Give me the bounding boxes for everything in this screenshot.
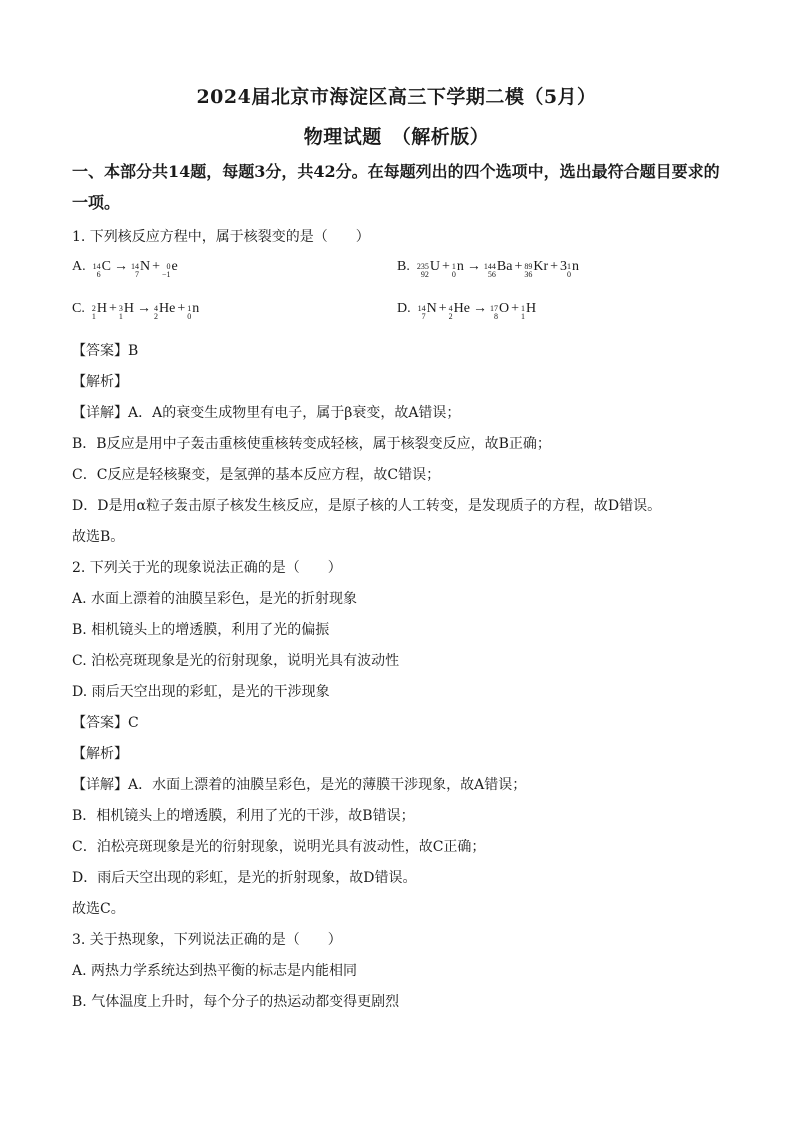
q1-option-a-label: A. — [72, 259, 86, 274]
q1-option-c — [72, 301, 199, 322]
d3-z: 8 — [493, 312, 498, 321]
q1-option-d — [397, 301, 536, 322]
nuclide-c3 — [154, 301, 175, 322]
q1-option-b — [397, 259, 579, 280]
document-subtitle: 物理试题 （解析版） — [303, 126, 490, 148]
a2-mass: 14 — [130, 262, 139, 271]
nuclide-c1 — [92, 301, 107, 322]
c4-sym: n — [192, 301, 200, 316]
nuclide-a3 — [162, 259, 178, 280]
a2-sym: N — [139, 259, 151, 274]
d1-mass: 14 — [417, 304, 426, 313]
q1-option-c-label: C. — [72, 301, 85, 316]
d2-sym: He — [453, 301, 470, 316]
b1-mass: 235 — [416, 262, 429, 271]
c2-z: 1 — [118, 312, 123, 321]
b3-mass: 144 — [483, 262, 496, 271]
b3-z: 56 — [487, 270, 496, 279]
a1-z: 6 — [96, 270, 101, 279]
nuclide-d3 — [490, 301, 509, 322]
arrow-icon: → — [472, 301, 487, 316]
a3-mass: 0 — [166, 262, 171, 271]
nuclide-d4 — [521, 301, 536, 322]
q2-answer — [72, 712, 139, 732]
d4-mass: 1 — [521, 304, 526, 313]
q2-detail-b: B．相机镜头上的增透膜，利用了光的干涉，故B错误； — [72, 808, 415, 824]
d2-mass: 4 — [448, 304, 453, 313]
c1-z: 1 — [91, 312, 96, 321]
q1-detail-a — [72, 402, 460, 422]
q3-option-a: A. 两热力学系统达到热平衡的标志是内能相同 — [72, 963, 358, 979]
detail-tag: 【详解】 — [72, 777, 128, 793]
c2-mass: 3 — [118, 304, 123, 313]
q2-stem: 2. 下列关于光的现象说法正确的是（ ） — [72, 560, 342, 576]
d4-sym: H — [526, 301, 537, 316]
q1-stem: 1. 下列核反应方程中，属于核裂变的是（ ） — [72, 229, 370, 245]
plus-sign: + — [514, 259, 523, 274]
section-instructions: 一、本部分共14题，每题3分，共42分。在每题列出的四个选项中，选出最符合题目要求的一项。 — [72, 162, 720, 212]
nuclide-a1 — [93, 259, 111, 280]
document-title: 2024届北京市海淀区高三下学期二模（5月） — [196, 86, 597, 108]
nuclide-c2 — [119, 301, 134, 322]
nuclide-c4 — [187, 301, 199, 322]
nuclide-d1 — [418, 301, 437, 322]
answer-tag: 【答案】 — [72, 715, 128, 731]
c4-mass: 1 — [187, 304, 192, 313]
q2-detail-c: C．泊松亮斑现象是光的衍射现象，说明光具有波动性，故C正确； — [72, 839, 486, 855]
nuclide-a2 — [131, 259, 150, 280]
nuclide-b1 — [417, 259, 440, 280]
detail-text: A．水面上漂着的油膜呈彩色，是光的薄膜干涉现象，故A错误； — [128, 777, 527, 793]
arrow-icon: → — [113, 259, 128, 274]
a1-mass: 14 — [92, 262, 101, 271]
c2-sym: H — [123, 301, 134, 316]
c1-sym: H — [96, 301, 107, 316]
b4-mass: 89 — [524, 262, 533, 271]
c1-mass: 2 — [91, 304, 96, 313]
c3-sym: He — [159, 301, 176, 316]
q2-option-a: A. 水面上漂着的油膜呈彩色，是光的折射现象 — [72, 591, 358, 607]
b1-z: 92 — [420, 270, 429, 279]
plus-sign: + — [152, 259, 160, 274]
d1-sym: N — [426, 301, 437, 316]
q2-detail-d: D．雨后天空出现的彩虹，是光的折射现象，故D错误。 — [72, 870, 417, 886]
a2-z: 7 — [134, 270, 139, 279]
q2-detail-a — [72, 774, 526, 794]
b4-sym: Kr — [533, 259, 549, 274]
d1-z: 7 — [421, 312, 426, 321]
b5-sym: n — [572, 259, 580, 274]
a1-sym: C — [101, 259, 111, 274]
answer-value: B — [128, 343, 139, 359]
nuclide-b2 — [452, 259, 464, 280]
a3-z: −1 — [162, 270, 171, 279]
d4-z: 1 — [521, 312, 526, 321]
b1-sym: U — [429, 259, 440, 274]
b2-z: 0 — [451, 270, 456, 279]
arrow-icon: → — [137, 301, 151, 316]
q1-option-a — [72, 259, 178, 280]
d3-mass: 17 — [489, 304, 498, 313]
b2-mass: 1 — [451, 262, 456, 271]
b3-sym: Ba — [496, 259, 513, 274]
arrow-icon: → — [466, 259, 481, 274]
plus-sign: + — [108, 301, 117, 316]
nuclide-b4 — [524, 259, 548, 280]
answer-tag: 【答案】 — [72, 343, 128, 359]
detail-text: A．A的衰变生成物里有电子，属于β衰变，故A错误； — [128, 405, 461, 421]
b4-z: 36 — [524, 270, 533, 279]
plus-sign: + — [511, 301, 520, 316]
q1-analysis-tag: 【解析】 — [72, 374, 128, 390]
plus-sign: + — [438, 301, 447, 316]
q2-option-d: D. 雨后天空出现的彩虹，是光的干涉现象 — [72, 684, 330, 700]
d2-z: 2 — [448, 312, 453, 321]
a3-sym: e — [171, 259, 178, 274]
q2-analysis-tag: 【解析】 — [72, 746, 128, 762]
plus-sign: + — [177, 301, 186, 316]
q2-option-c: C. 泊松亮斑现象是光的衍射现象，说明光具有波动性 — [72, 653, 400, 669]
q3-option-b: B. 气体温度上升时，每个分子的热运动都变得更剧烈 — [72, 994, 400, 1010]
plus-sign: + — [441, 259, 450, 274]
d3-sym: O — [498, 301, 510, 316]
q2-option-b: B. 相机镜头上的增透膜，利用了光的偏振 — [72, 622, 330, 638]
c3-z: 2 — [154, 312, 158, 321]
q2-conclusion: 故选C。 — [72, 901, 125, 917]
q1-detail-b: B．B反应是用中子轰击重核使重核转变成轻核，属于核裂变反应，故B正确； — [72, 436, 551, 452]
q1-option-b-label: B. — [397, 259, 410, 274]
q1-conclusion: 故选B。 — [72, 529, 125, 545]
b-coefficient: 3 — [560, 259, 568, 274]
plus-sign: + — [550, 259, 559, 274]
q1-detail-c: C．C反应是轻核聚变，是氢弹的基本反应方程，故C错误； — [72, 467, 441, 483]
c3-mass: 4 — [154, 304, 158, 313]
b2-sym: n — [456, 259, 464, 274]
b5-z: 0 — [567, 270, 572, 279]
nuclide-b3 — [484, 259, 513, 280]
q3-stem: 3. 关于热现象，下列说法正确的是（ ） — [72, 932, 342, 948]
nuclide-d2 — [449, 301, 470, 322]
answer-value: C — [128, 715, 139, 731]
detail-tag: 【详解】 — [72, 405, 128, 421]
q1-answer — [72, 340, 138, 360]
q1-detail-d: D．D是用α粒子轰击原子核发生核反应，是原子核的人工转变，是发现质子的方程，故D错误。 — [72, 498, 662, 514]
c4-z: 0 — [187, 312, 192, 321]
nuclide-b5 — [567, 259, 579, 280]
b5-mass: 1 — [567, 262, 572, 271]
q1-option-d-label: D. — [397, 301, 411, 316]
